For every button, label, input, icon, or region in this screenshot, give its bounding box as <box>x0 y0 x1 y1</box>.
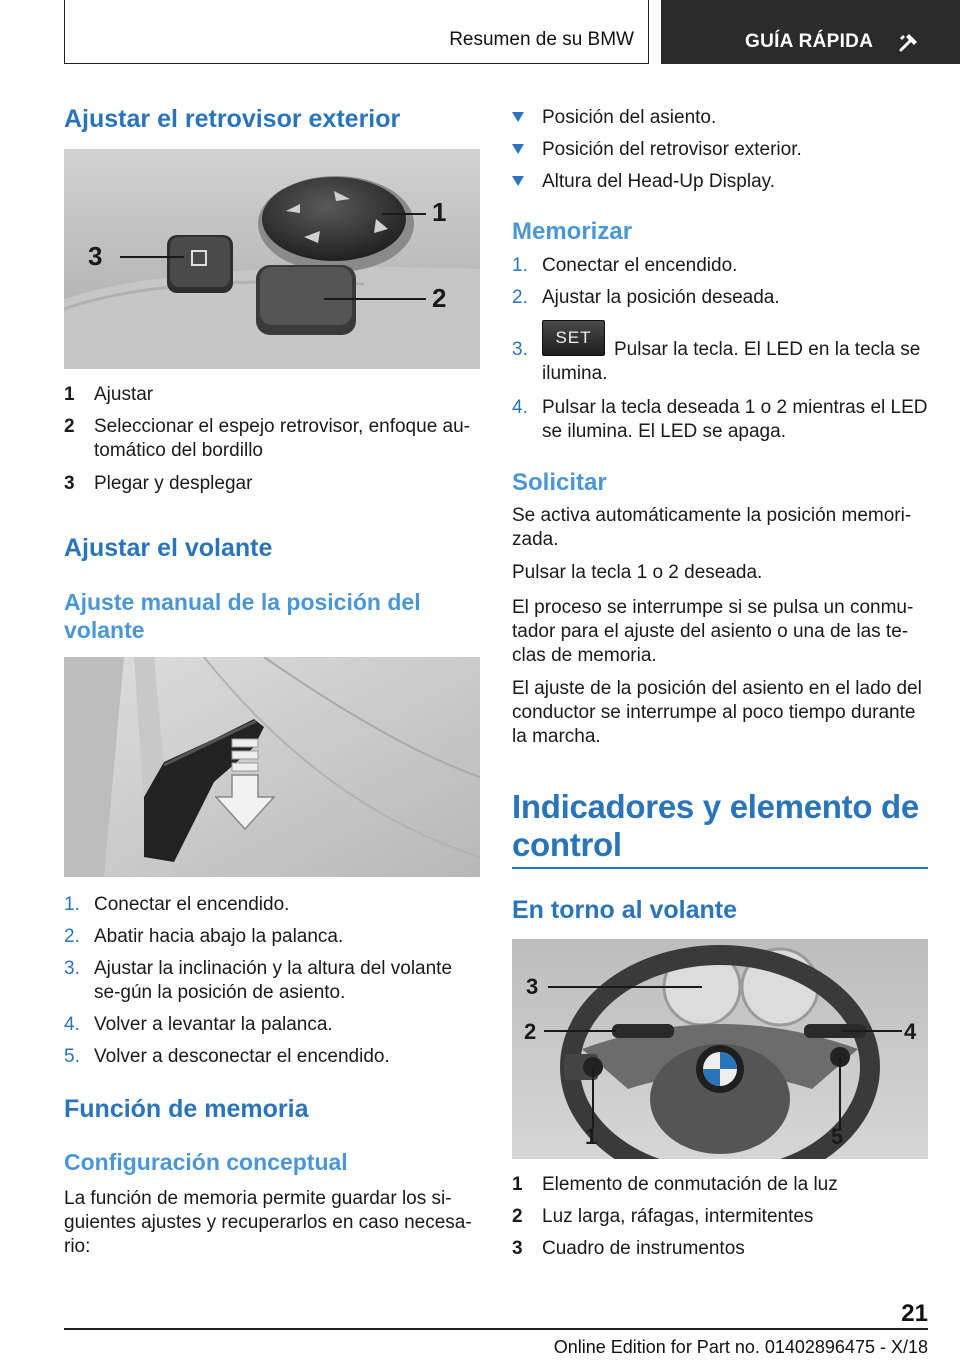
bullet-triangle-icon <box>512 112 524 122</box>
bullet-triangle-icon <box>512 144 524 154</box>
header-section-box <box>64 0 649 64</box>
mirror-callout-1: 1 <box>432 197 447 227</box>
memory-subtitle: Configuración conceptual <box>64 1149 348 1175</box>
mirror-title: Ajustar el retrovisor exterior <box>64 105 401 133</box>
header-chapter-title: GUÍA RÁPIDA <box>745 31 874 52</box>
controls-title: Indicadores y elemento de control <box>512 788 919 863</box>
wheel-callout-2: 2 <box>524 1019 537 1044</box>
mirror-callout-2: 2 <box>432 283 447 313</box>
mirror-controls-illustration <box>64 149 480 369</box>
store-title: Memorizar <box>512 218 633 245</box>
controls-subtitle: En torno al volante <box>512 896 738 924</box>
footer-divider <box>64 1328 928 1330</box>
header-chapter-tab <box>661 0 960 64</box>
recall-para: Pulsar la tecla 1 o 2 deseada. <box>512 562 763 583</box>
steering-wheel-illustration <box>512 939 928 1159</box>
recall-para: El ajuste de la posición del asiento en el lado del conductor se interrumpe al poco tiempo durante la marcha. <box>512 678 922 747</box>
wheel-subtitle: Ajuste manual de la posición del volante <box>64 589 421 643</box>
page-number: 21 <box>901 1300 928 1327</box>
wheel-callout-1: 1 <box>585 1124 598 1149</box>
set-button-label: SET <box>555 328 592 347</box>
recall-para: El proceso se interrumpe si se pulsa un conmu-tador para el ajuste del asiento o una de las te-clas de memoria. <box>512 597 914 666</box>
recall-title: Solicitar <box>512 469 607 496</box>
footer-edition: Online Edition for Part no. 01402896475 - X/18 <box>553 1337 928 1357</box>
steering-lever-illustration <box>64 657 480 877</box>
wheel-callout-5: 5 <box>831 1124 844 1149</box>
section-divider <box>512 867 928 869</box>
wrench-hammer-icon <box>897 30 921 54</box>
memory-intro: La función de memoria permite guardar los si-guientes ajustes y recuperarlos en caso necesa-rio: <box>64 1188 472 1257</box>
mirror-callout-3: 3 <box>88 241 103 271</box>
wheel-callout-4: 4 <box>904 1019 917 1044</box>
store-step-3-text: Pulsar la tecla. El LED en la tecla se ilumina. <box>542 339 921 384</box>
wheel-title: Ajustar el volante <box>64 534 273 562</box>
memory-title: Función de memoria <box>64 1095 309 1123</box>
bullet-triangle-icon <box>512 176 524 186</box>
header-section-title: Resumen de su BMW <box>449 29 634 50</box>
wheel-callout-3: 3 <box>526 974 539 999</box>
recall-para: Se activa automáticamente la posición memori-zada. <box>512 505 912 550</box>
